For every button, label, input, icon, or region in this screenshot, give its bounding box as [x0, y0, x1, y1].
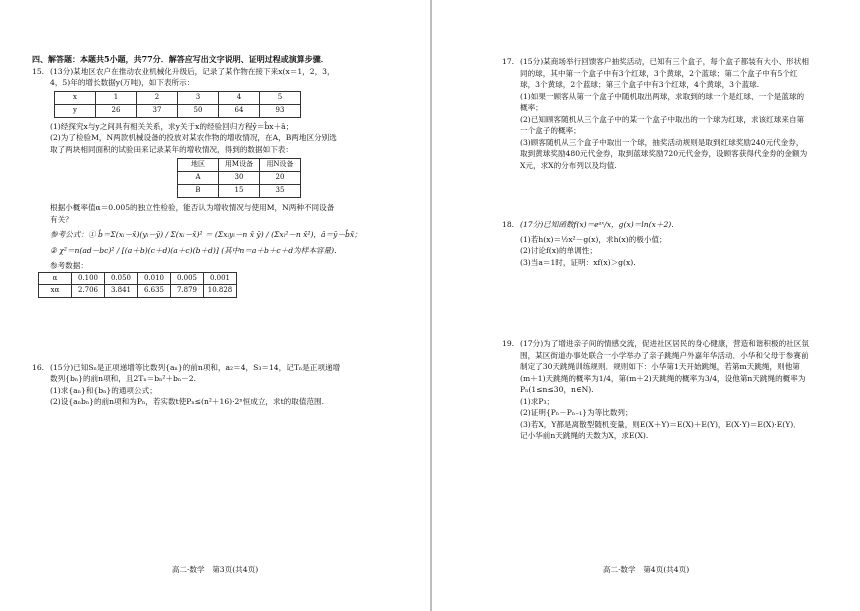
q16-line2: 数列{bₙ}的前n项和，且2Tₙ＝bₙ²＋bₙ－2.	[50, 374, 196, 383]
q18-line1: (17分)已知函数f(x)＝eᵃˣ/x，g(x)＝ln(x＋2).	[520, 220, 674, 229]
q15-part2-line4: 有关？	[50, 214, 73, 224]
table-cell: 26	[96, 104, 137, 117]
table-cell: 4	[219, 91, 260, 104]
table-cell: 0.050	[105, 272, 138, 285]
q15-ref-data-label: 参考数据：	[50, 261, 88, 270]
table-cell: 0.005	[171, 272, 204, 285]
table-cell: xα	[39, 285, 72, 298]
q19-number: 19.	[502, 339, 515, 348]
table-cell: 37	[137, 104, 178, 117]
table-cell: 0.001	[204, 272, 237, 285]
table-row	[55, 91, 301, 104]
q18-part1: (1)若h(x)＝½x²－g(x)，求h(x)的极小值；	[520, 234, 667, 244]
table-cell: 1	[96, 91, 137, 104]
question-16	[32, 362, 408, 408]
table-cell: 用N设备	[260, 159, 301, 172]
table-cell: 6.635	[138, 285, 171, 298]
table-cell: 2.706	[72, 285, 105, 298]
table-row	[178, 159, 301, 172]
q19-line4: (m＋1)天跳绳的概率为1/4，第(m＋2)天跳绳的概率为3/4，设他第n天跳绳的概率为	[520, 373, 806, 383]
q17-line1: (15分)某商场举行回馈客户抽奖活动，已知有三个盒子，每个盒子都装有大小、形状相	[520, 57, 809, 66]
table-cell: 10.828	[204, 285, 237, 298]
table-cell: 50	[178, 104, 219, 117]
table-row	[178, 172, 301, 185]
q17-part2-line1: (2)已知顾客随机从三个盒子中的某一个盒子中取出的一个球为红球，求该红球来自第	[520, 114, 805, 124]
q19-part1: (1)求P₃；	[520, 396, 555, 406]
table-cell: 地区	[178, 159, 219, 172]
table-cell: α	[39, 272, 72, 285]
section-header: 四、解答题：本题共5小题，共77分．解答应写出文字说明、证明过程或演算步骤．	[32, 54, 329, 64]
q17-line3: 球，3个黄球，2个蓝球；第三个盒子中有3个红球，4个黄球，3个蓝球.	[520, 80, 760, 89]
table-cell: 用M设备	[219, 159, 260, 172]
q15-part1: (1)经探究x与y之间具有相关关系，求y关于x的经验回归方程ŷ＝b̂x＋â；	[50, 121, 294, 131]
q19-line5: Pₙ(1≤n≤30，n∈N).	[520, 385, 594, 394]
q16-part2: (2)设{aₙbₙ}的前n项和为Pₙ，若实数t使Pₙ≤(n²＋16)·2ⁿ恒成立，求t的取值范围.	[50, 397, 325, 406]
page-4-footer: 高二·数学 第4页(共4页)	[602, 565, 690, 574]
q15-part2-line1: (2)为了检验M，N两款机械设备的投放对某农作物的增收情况，在A，B两地区分别选	[50, 133, 337, 142]
table-row	[39, 285, 237, 298]
table-row	[55, 104, 301, 117]
table-cell: 7.879	[171, 285, 204, 298]
q16-part1: (1)求{aₙ}和{bₙ}的通项公式；	[50, 385, 157, 395]
q17-part2-line2: 一个盒子的概率；	[520, 126, 581, 135]
q15-line2: 4，5)年的增长数据y(万吨)，如下表所示：	[50, 78, 195, 87]
table-cell: y	[55, 104, 96, 117]
table-cell: 30	[219, 172, 260, 185]
q15-data-table	[54, 91, 301, 118]
q16-line1: (15分)已知Sₙ是正项递增等比数列{aₙ}的前n项和，a₂＝4，S₃＝14，记Tₙ是正项递增	[50, 362, 341, 372]
question-18	[502, 219, 834, 268]
q17-line2: 同的球，其中第一个盒子中有3个红球，3个黄球，2个蓝球；第二个盒子中有5个红	[520, 68, 798, 78]
q15-part2-line2: 取了两块相同面积的试验田来记录某年的增收情况，得到的数据如下表：	[50, 144, 293, 154]
question-19	[502, 338, 834, 442]
table-cell: 64	[219, 104, 260, 117]
table-cell: 35	[260, 185, 301, 198]
q19-part3-line2: 记小华前n天跳绳的天数为X，求E(X).	[520, 431, 649, 440]
q15-number: 15.	[32, 66, 45, 76]
page-3-content	[32, 54, 408, 408]
q18-part2: (2)讨论f(x)的单调性；	[520, 246, 597, 255]
q19-line3: 制定了30天跳绳训练规则．规则如下：小华第1天开始跳绳，若第m天跳绳，则他第	[520, 362, 800, 371]
q17-part1-line2: 概率；	[520, 103, 543, 112]
q19-part2: (2)证明{Pₙ－Pₙ₋₁}为等比数列；	[520, 408, 633, 417]
table-cell: B	[178, 185, 219, 198]
table-cell: 0.010	[138, 272, 171, 285]
table-cell: 3.841	[105, 285, 138, 298]
q19-part3-line1: (3)若X，Y都是离散型随机变量，则E(X＋Y)＝E(X)＋E(Y)，E(X·Y)＝E(X)·E(Y)．	[520, 419, 801, 429]
q19-line1: (17分)为了增进亲子间的情感交流，促进社区居民的身心健康，营造和谐积极的社区氛	[520, 339, 809, 348]
table-cell: 93	[260, 104, 301, 117]
q16-number: 16.	[32, 362, 45, 372]
q15-critical-value-table	[38, 272, 237, 298]
q15-line1: (13分)某地区农户在推动农业机械化升级后，记录了某作物在接下来x(x＝1，2，3，	[50, 66, 335, 76]
page-4	[432, 0, 860, 611]
table-cell: 20	[260, 172, 301, 185]
q18-number: 18.	[502, 220, 515, 229]
q17-part3-line3: X元，求X的分布列以及均值.	[520, 160, 617, 170]
page-3-footer: 高二·数学 第3页(共4页)	[171, 565, 259, 574]
q17-part3-line2: 取到黄球奖励480元代金券，取到蓝球奖励720元代金券，设顾客获得代金券的金额为	[520, 149, 808, 158]
table-row	[39, 272, 237, 285]
q17-number: 17.	[502, 57, 515, 66]
table-cell: 3	[178, 91, 219, 104]
table-cell: A	[178, 172, 219, 185]
table-cell: 2	[137, 91, 178, 104]
page-4-content	[502, 56, 834, 442]
table-cell: 15	[219, 185, 260, 198]
question-17	[502, 56, 834, 171]
q15-formula-1: 参考公式：① b̂＝Σ(xᵢ－x̄)(yᵢ－ȳ) / Σ(xᵢ－x̄)² ＝ (Σxᵢyᵢ－n x̄ ȳ) / (Σxᵢ²－n x̄²)，â＝ȳ－b̂x̄；	[50, 230, 362, 239]
table-cell: 5	[260, 91, 301, 104]
q15-formula-2: ② χ²＝n(ad－bc)² / [(a＋b)(c＋d)(a＋c)(b＋d)] (其中n＝a＋b＋c＋d为样本容量)．	[50, 245, 342, 255]
table-row	[178, 185, 301, 198]
q15-contingency-table	[177, 158, 301, 198]
table-cell: x	[55, 91, 96, 104]
q19-line2: 围，某区街道办事处联合一小学举办了亲子跳绳户外嘉年华活动．小华和父母于参赛前	[520, 350, 809, 360]
q15-part2-line3: 根据小概率值α＝0.005的独立性检验，能否认为增收情况与使用M，N两种不同设备	[50, 203, 335, 212]
q17-part3-line1: (3)顾客随机从三个盒子中取出一个球，抽奖活动规则是取到红球奖励240元代金券，	[520, 137, 804, 147]
table-cell: 0.100	[72, 272, 105, 285]
q18-part3: (3)当a＝1时，证明：xf(x)＞g(x).	[520, 257, 636, 267]
question-15	[32, 66, 408, 298]
q17-part1-line1: (1)如果一顾客从第一个盒子中随机取出两球，求取到的球一个是红球、一个是蓝球的	[520, 91, 805, 101]
